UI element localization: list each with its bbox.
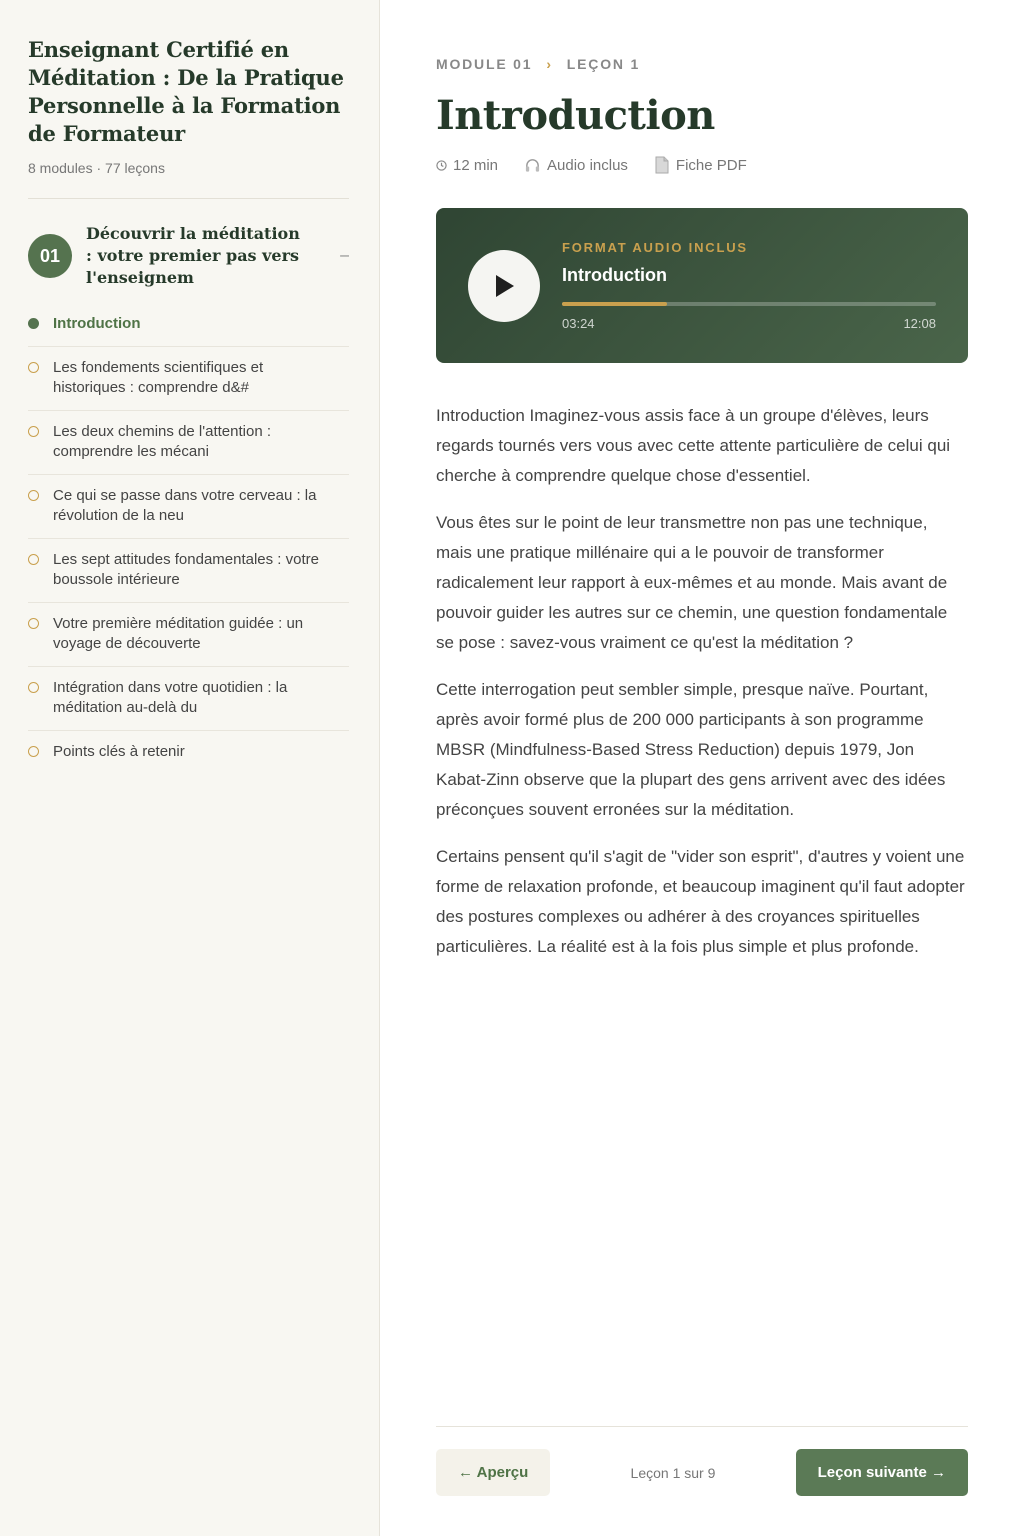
pdf-text: Fiche PDF (675, 156, 747, 174)
player-title: Introduction (562, 265, 667, 285)
collapse-icon[interactable]: – (340, 247, 349, 264)
clock-icon (436, 160, 447, 171)
lesson-label: Les sept attitudes fondamentales : votre boussole intérieure (53, 551, 319, 588)
lesson-label: Points clés à retenir (53, 743, 185, 760)
lesson-item[interactable] (28, 731, 349, 774)
lesson-label: Intégration dans votre quotidien : la méditation au-delà du (53, 679, 288, 716)
player-info (562, 240, 936, 331)
breadcrumb-module[interactable]: MODULE 01 (436, 56, 533, 72)
lesson-status-icon (28, 682, 39, 693)
previous-button[interactable]: ← Aperçu (436, 1449, 550, 1496)
audio-progress-bar[interactable] (562, 302, 936, 306)
current-time: 03:24 (562, 316, 595, 331)
lesson-body (436, 401, 968, 962)
headphones-icon (524, 157, 541, 174)
breadcrumb-separator-icon: › (546, 56, 553, 72)
lesson-item[interactable] (28, 411, 349, 475)
lesson-label: Introduction (53, 315, 141, 332)
breadcrumb-lesson: LEÇON 1 (566, 56, 641, 72)
pdf-meta[interactable] (654, 156, 747, 174)
lesson-item[interactable] (28, 347, 349, 411)
lesson-footer (436, 1426, 968, 1496)
lesson-status-icon (28, 490, 39, 501)
audio-text: Audio inclus (547, 156, 628, 174)
lesson-item[interactable] (28, 539, 349, 603)
play-button[interactable] (468, 250, 540, 322)
lesson-label: Ce qui se passe dans votre cerveau : la révolution de la neu (53, 487, 317, 524)
lesson-counter: Leçon 1 sur 9 (630, 1464, 716, 1481)
course-meta: 8 modules · 77 leçons (28, 160, 165, 176)
lesson-status-icon (28, 746, 39, 757)
course-title: Enseignant Certifié en Méditation : De la Pratique Personnelle à la Formation de Formateur (28, 37, 344, 146)
paragraph: Certains pensent qu'il s'agit de "vider son esprit", d'autres y voient une forme de relaxation profonde, et beaucoup imaginent qu'il faut adopter des postures complexes ou adhérer à des croyances spirituelles particulières. La réalité est à la fois plus simple et plus profonde. (436, 847, 965, 956)
lesson-item[interactable] (28, 303, 349, 347)
audio-meta (524, 157, 628, 174)
duration-meta (436, 157, 498, 174)
next-lesson-button[interactable]: Leçon suivante → (796, 1449, 968, 1496)
play-icon (492, 273, 516, 299)
lesson-list (28, 303, 349, 774)
lesson-item[interactable] (28, 475, 349, 539)
lesson-status-icon (28, 318, 39, 329)
module-title: Découvrir la méditation : votre premier pas vers l'enseignem (86, 224, 300, 287)
lesson-status-icon (28, 362, 39, 373)
lesson-status-icon (28, 554, 39, 565)
lesson-label: Les fondements scientifiques et historiques : comprendre d&# (53, 359, 264, 396)
audio-progress-fill (562, 302, 667, 306)
sidebar-divider (28, 198, 349, 199)
paragraph: Vous êtes sur le point de leur transmettre non pas une technique, mais une pratique millénaire qui a le pouvoir de transformer radicalement leur rapport à eux-mêmes et au monde. Mais avant de pouvoir guider les autres sur ce chemin, une question fondamentale se pose : savez-vous vraiment ce qu'est la méditation ? (436, 513, 948, 652)
lesson-meta (436, 156, 968, 174)
page-title: Introduction (436, 92, 715, 139)
lesson-item[interactable] (28, 667, 349, 731)
lesson-content (436, 0, 968, 1536)
audio-player (436, 208, 968, 363)
lesson-status-icon (28, 426, 39, 437)
total-time: 12:08 (903, 316, 936, 331)
document-icon (654, 156, 670, 174)
breadcrumb (436, 56, 968, 72)
player-times (562, 316, 936, 331)
lesson-item[interactable] (28, 603, 349, 667)
paragraph: Introduction Imaginez-vous assis face à un groupe d'élèves, leurs regards tournés vers vous avec cette attente particulière de celui qui cherche à comprendre quelque chose d'essentiel. (436, 406, 951, 485)
duration-text: 12 min (453, 156, 499, 174)
lesson-label: Votre première méditation guidée : un voyage de découverte (53, 615, 304, 652)
lesson-status-icon (28, 618, 39, 629)
paragraph: Cette interrogation peut sembler simple, presque naïve. Pourtant, après avoir formé plus de 200 000 participants à son programme MBSR (Mindfulness-Based Stress Reduction) depuis 1979, Jon Kabat-Zinn observe que la plupart des gens arrivent avec des idées préconçues souvent erronées sur la méditation. (436, 680, 946, 819)
module-header[interactable] (28, 223, 349, 289)
lesson-label: Les deux chemins de l'attention : comprendre les mécani (53, 423, 271, 460)
player-kicker: FORMAT AUDIO INCLUS (562, 240, 748, 255)
module-number-badge: 01 (28, 234, 72, 278)
sidebar (0, 0, 380, 1536)
